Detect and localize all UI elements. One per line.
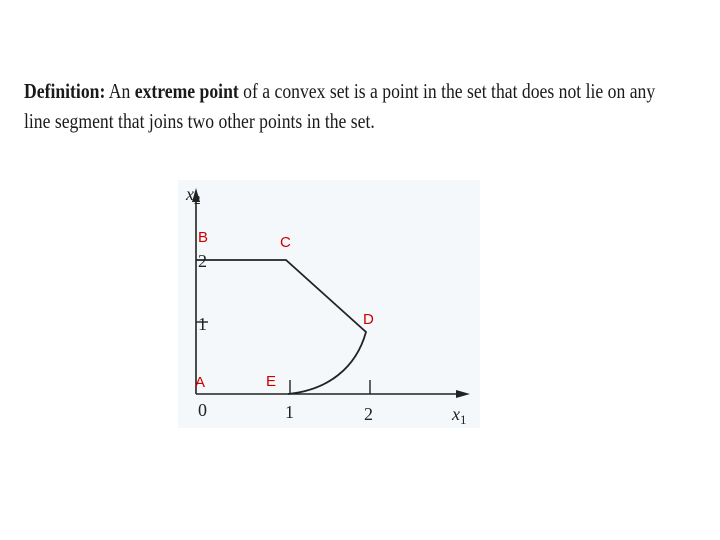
definition-line-1-rest: of a convex set is a point in the set that does not lie on any [238, 79, 656, 103]
x-axis-arrow [456, 390, 470, 398]
point-label-d: D [363, 311, 374, 328]
point-label-c: C [280, 234, 291, 251]
definition-connector: An [105, 79, 135, 103]
feasible-region-figure [178, 180, 480, 428]
feasible-region-diagram [178, 180, 480, 428]
definition-text [24, 76, 656, 136]
region-boundary [196, 260, 366, 394]
x-axis-label: $x_1$ [452, 404, 467, 427]
y-axis-label: $x_2$ [186, 184, 201, 207]
point-label-b: B [198, 229, 209, 246]
definition-line-2: line segment that joins two other points in the set. [24, 109, 375, 133]
x-tick-label-0: 0 [198, 400, 207, 420]
x-tick-label-1: 1 [285, 402, 294, 422]
definition-term: extreme point [134, 79, 239, 103]
x-tick-label-2: 2 [364, 404, 373, 424]
y-tick-label-1: 1 [198, 314, 207, 334]
point-label-a: A [195, 374, 206, 391]
definition-line-1 [24, 76, 656, 106]
y-tick-label-2: 2 [198, 251, 207, 271]
point-label-e: E [266, 373, 277, 390]
definition-label: Definition: [24, 79, 106, 103]
